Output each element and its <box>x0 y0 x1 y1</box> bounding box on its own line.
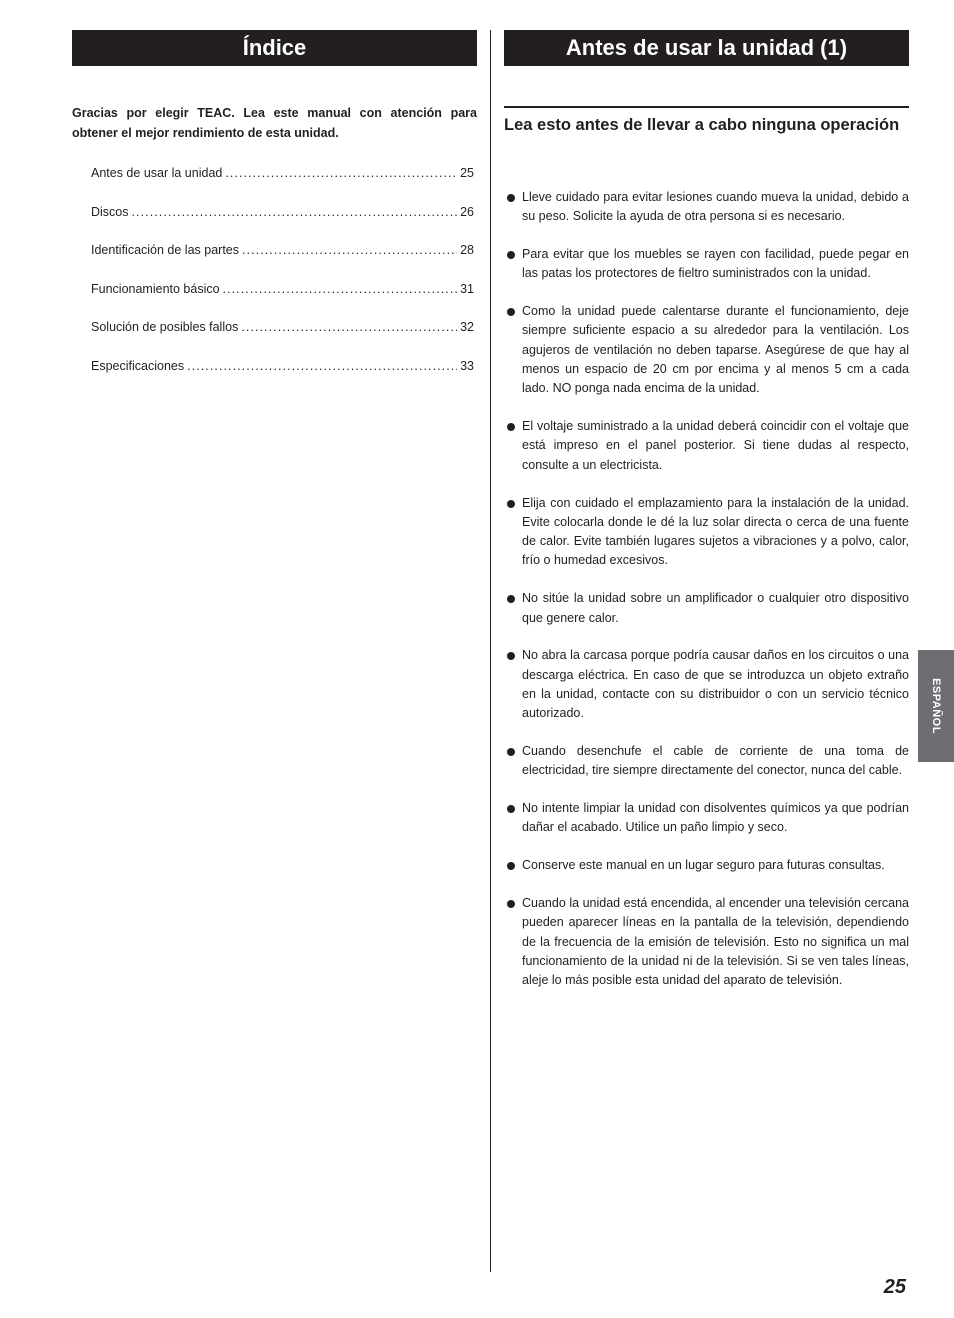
toc-entry-title: Identificación de las partes <box>91 243 240 258</box>
safety-bullet <box>504 589 909 628</box>
bullet-dot-icon <box>507 595 515 603</box>
bullet-dot-icon <box>507 862 515 870</box>
toc-entry[interactable] <box>91 205 474 244</box>
bullet-dot-icon <box>507 748 515 756</box>
safety-bullet-text: Lleve cuidado para evitar lesiones cuando mueva la unidad, debido a su peso. Solicite la ayuda de otra persona si es necesario. <box>522 190 909 224</box>
safety-bullet <box>504 302 909 398</box>
toc-leader-dots <box>242 243 457 257</box>
bullet-dot-icon <box>507 652 515 660</box>
toc-entry-title: Antes de usar la unidad <box>91 166 223 180</box>
toc-entry[interactable] <box>91 166 474 205</box>
safety-bullet-text: Para evitar que los muebles se rayen con facilidad, puede pegar en las patas los protectores de fieltro suministrados con la unidad. <box>522 247 909 281</box>
toc-entry-page: 33 <box>460 358 474 373</box>
bullet-dot-icon <box>507 194 515 202</box>
bullet-dot-icon <box>507 423 515 431</box>
toc-entry-title: Discos <box>91 204 129 219</box>
safety-bullet <box>504 894 909 990</box>
bullet-dot-icon <box>507 900 515 908</box>
toc-entry[interactable] <box>91 320 474 359</box>
toc-leader-dots <box>241 320 457 334</box>
toc-leader-dots <box>132 205 458 219</box>
toc-heading: Índice <box>72 30 477 66</box>
toc-entry-title: Funcionamiento básico <box>91 281 220 296</box>
language-tab <box>918 650 954 762</box>
language-tab-label: ESPAÑOL <box>930 678 942 734</box>
toc-entry[interactable] <box>91 282 474 321</box>
safety-bullet-text: Cuando la unidad está encendida, al encender una televisión cercana pueden aparecer líneas en la pantalla de la televisión, dependiendo de la frecuencia de la emisión de televisión. Esto no significa un mal funcionamiento de la unidad ni de la televisión. Si se ven tales líneas, aleje lo más posible esta unidad del aparato de televisión. <box>522 896 909 988</box>
safety-bullet-text: Elija con cuidado el emplazamiento para la instalación de la unidad. Evite colocarla donde le dé la luz solar directa o cerca de una fuente de calor. Evite también lugares sujetos a vibraciones y a polvo, calor, frío o humedad excesivos. <box>522 495 909 568</box>
page-number: 25 <box>883 1276 906 1298</box>
safety-bullet-text: No abra la carcasa porque podría causar daños en los circuitos o una descarga eléctrica. En caso de que se introduzca un objeto extraño en la unidad, contacte con su distribuidor o con un servicio técnico autorizado. <box>522 648 909 721</box>
toc-entry-page: 26 <box>460 204 474 219</box>
safety-bullet <box>504 417 909 475</box>
safety-bullet <box>504 742 909 781</box>
toc-leader-dots <box>187 359 457 373</box>
safety-bullet <box>504 799 909 838</box>
safety-bullet-list <box>504 188 909 1009</box>
safety-heading: Antes de usar la unidad (1) <box>504 30 909 66</box>
bullet-dot-icon <box>507 500 515 508</box>
toc-list <box>91 166 474 398</box>
safety-bullet-text: No intente limpiar la unidad con disolventes químicos ya que podrían dañar el acabado. Utilice un paño limpio y seco. <box>522 801 909 835</box>
toc-leader-dots <box>225 166 457 180</box>
toc-entry-title: Especificaciones <box>91 358 185 373</box>
bullet-dot-icon <box>507 805 515 813</box>
toc-entry[interactable] <box>91 243 474 282</box>
safety-bullet-text: Cuando desenchufe el cable de corriente de una toma de electricidad, tire siempre directamente del conector, nunca del cable. <box>522 744 909 778</box>
column-divider <box>490 30 491 1272</box>
safety-bullet <box>504 856 909 875</box>
section-subheading: Lea esto antes de llevar a cabo ninguna operación <box>504 116 900 134</box>
toc-entry-title: Solución de posibles fallos <box>91 320 239 335</box>
toc-entry[interactable] <box>91 359 474 398</box>
toc-intro: Gracias por elegir TEAC. Lea este manual con atención para obtener el mejor rendimiento de esta unidad. <box>72 106 477 140</box>
safety-bullet-text: El voltaje suministrado a la unidad deberá coincidir con el voltaje que está impreso en el panel posterior. Si tiene dudas al respecto, consulte a un electricista. <box>522 419 909 472</box>
toc-entry-page: 25 <box>460 166 474 180</box>
toc-entry-page: 28 <box>460 243 474 258</box>
toc-leader-dots <box>223 282 458 296</box>
safety-bullet <box>504 646 909 723</box>
safety-bullet-text: Como la unidad puede calentarse durante el funcionamiento, deje siempre suficiente espacio a su alrededor para la ventilación. Los agujeros de ventilación no deben taparse. Asegúrese de que hay al menos un espacio de 20 cm por encima y al menos 5 cm a cada lado. NO ponga nada encima de la unidad. <box>522 304 909 396</box>
safety-bullet-text: No sitúe la unidad sobre un amplificador o cualquier otro dispositivo que genere calor. <box>522 591 909 625</box>
bullet-dot-icon <box>507 251 515 259</box>
bullet-dot-icon <box>507 308 515 316</box>
toc-entry-page: 32 <box>460 320 474 335</box>
toc-entry-page: 31 <box>460 281 474 296</box>
safety-bullet <box>504 245 909 284</box>
section-rule <box>504 106 909 108</box>
safety-bullet <box>504 188 909 227</box>
safety-bullet-text: Conserve este manual en un lugar seguro para futuras consultas. <box>522 858 885 873</box>
safety-bullet <box>504 494 909 571</box>
